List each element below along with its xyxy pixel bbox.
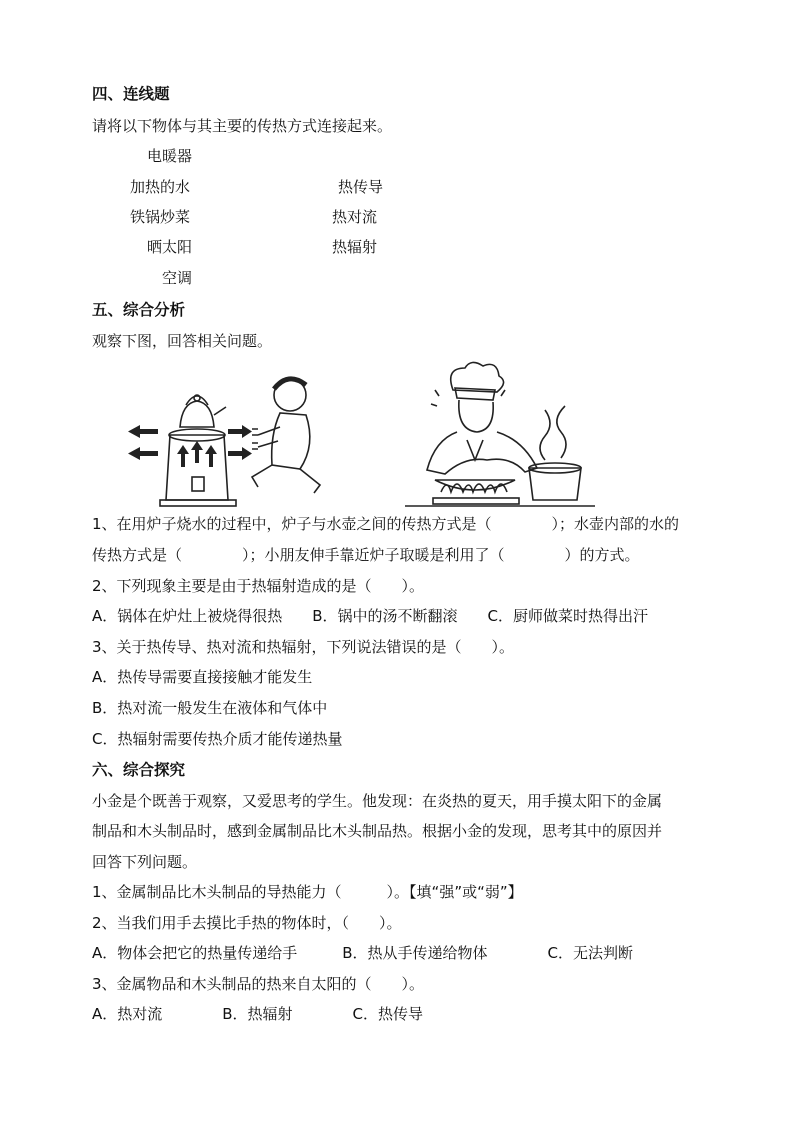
match-left-item: 铁锅炒菜 (130, 208, 191, 226)
match-left-item: 加热的水 (130, 178, 191, 196)
match-left-item: 空调 (162, 269, 193, 287)
section-5-q3-option-b: B．热对流一般发生在液体和气体中 (92, 699, 328, 717)
match-right-item: 热对流 (332, 208, 378, 226)
section-4-heading: 四、连线题 (92, 85, 170, 103)
section-5-instruction: 观察下图，回答相关问题。 (92, 332, 273, 350)
match-left-item: 电暖器 (147, 147, 193, 165)
section-6-q2: 2、当我们用手去摸比手热的物体时，（ ）。 (92, 914, 402, 932)
section-6-q2-options: A．物体会把它的热量传递给手 B．热从手传递给物体 C．无法判断 (92, 944, 634, 962)
section-5-q1-line2: 传热方式是（ ）；小朋友伸手靠近炉子取暖是利用了（ ）的方式。 (92, 546, 640, 564)
section-5-heading: 五、综合分析 (92, 301, 186, 319)
section-5-q3: 3、关于热传导、热对流和热辐射，下列说法错误的是（ ）。 (92, 638, 515, 656)
section-5-q2-options: A．锅体在炉灶上被烧得很热 B．锅中的汤不断翻滚 C．厨师做菜时热得出汗 (92, 607, 649, 625)
section-5-q2: 2、下列现象主要是由于热辐射造成的是（ ）。 (92, 577, 425, 595)
match-right-item: 热传导 (338, 178, 384, 196)
section-6-q1: 1、金属制品比木头制品的导热能力（ ）。【填“强”或“弱”】 (92, 883, 523, 901)
chef-cooking-illustration (405, 360, 595, 510)
section-5-q1-line1: 1、在用炉子烧水的过程中，炉子与水壶之间的传热方式是（ ）；水壶内部的水的 (92, 515, 680, 533)
section-6-paragraph-line2: 制品和木头制品时，感到金属制品比木头制品热。根据小金的发现，思考其中的原因并 (92, 822, 663, 840)
section-4-instruction: 请将以下物体与其主要的传热方式连接起来。 (92, 117, 393, 135)
stove-kettle-child-illustration (120, 365, 350, 510)
section-6-paragraph-line3: 回答下列问题。 (92, 853, 198, 871)
section-6-heading: 六、综合探究 (92, 761, 186, 779)
section-5-q3-option-c: C．热辐射需要传热介质才能传递热量 (92, 730, 343, 748)
section-6-q3-options: A．热对流 B．热辐射 C．热传导 (92, 1005, 424, 1023)
match-right-item: 热辐射 (332, 238, 378, 256)
match-left-item: 晒太阳 (147, 238, 193, 256)
section-5-q3-option-a: A．热传导需要直接接触才能发生 (92, 668, 313, 686)
section-6-paragraph-line1: 小金是个既善于观察，又爱思考的学生。他发现：在炎热的夏天，用手摸太阳下的金属 (92, 792, 663, 810)
section-6-q3: 3、金属物品和木头制品的热来自太阳的（ ）。 (92, 975, 425, 993)
